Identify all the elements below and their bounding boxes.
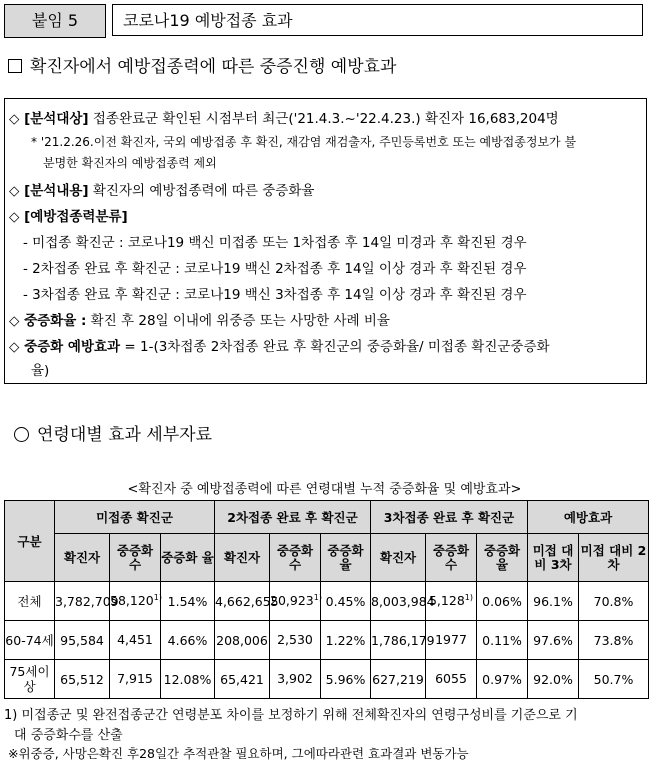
footnote-2: ※위중증, 사망은확진 후28일간 추적관찰 필요하며, 그에따라관련 효과결과 변동가능 [8,746,469,761]
cell-severe-rate: 4.66% [161,621,215,660]
header-3dose: 3차접종 완료 후 확진군 [371,501,528,534]
cell-cases: 627,219 [371,660,426,699]
cell-severe-count: 1977 [426,621,477,660]
header-cases: 확진자 [215,534,270,582]
header-cases: 확진자 [371,534,426,582]
analysis-info-box [4,98,647,384]
cell-severe-count: 58,120$^{1)}$ [110,582,161,621]
row-label: 75세이상 [5,660,55,699]
prevention-effect-line2: 율) [31,363,50,379]
footnote-1-line1: 1) 미접종군 및 완전접종군간 연령분포 차이를 보정하기 위해 전체확진자의 연령구성비를 기준으로 기 [4,708,578,723]
cell-severe-rate: 0.06% [477,582,528,621]
cell-severe-rate: 0.45% [321,582,371,621]
row-label: 60-74세 [5,621,55,660]
exclusion-note-line1: * '21.2.26.이전 확진자, 국외 예방접종 후 확진, 재감염 재검출자, 주민등록번호 또는 예방접종정보가 불 [31,135,577,149]
cell-severe-count: 20,923$^{1)}$ [270,582,321,621]
header-effect: 예방효과 [528,501,649,534]
table-row [5,660,649,699]
cell-severe-rate: 0.11% [477,621,528,660]
cell-severe-rate: 5.96% [321,660,371,699]
header-group: 구분 [5,501,55,582]
table-row [5,582,649,621]
age-group-effect-table [4,500,649,699]
circle-bullet-icon [14,427,29,442]
cell-effect-vs2: 70.8% [579,582,649,621]
cell-cases: 3,782,709 [55,582,110,621]
header-severe-rate: 중증화 율 [321,534,371,582]
cell-cases: 4,662,655 [215,582,270,621]
header-2dose: 2차접종 완료 후 확진군 [215,501,371,534]
cell-effect-vs2: 73.8% [579,621,649,660]
cell-cases: 65,512 [55,660,110,699]
cell-severe-count: 5,128$^{1)}$ [426,582,477,621]
cell-effect-vs2: 50.7% [579,660,649,699]
square-bullet-icon [8,59,22,73]
section-heading-2 [14,420,212,445]
cell-severe-rate: 1.54% [161,582,215,621]
header-severe-count: 중증화 수 [270,534,321,582]
cell-severe-count: 3,902 [270,660,321,699]
cell-effect-vs3: 96.1% [528,582,579,621]
cell-severe-rate: 0.97% [477,660,528,699]
cell-cases: 1,786,179 [371,621,426,660]
header-severe-rate: 중증화 율 [477,534,528,582]
cell-cases: 95,584 [55,621,110,660]
class-2dose-line: - 2차접종 완료 후 확진군 : 코로나19 백신 2차접종 후 14일 이상 경과 후 확진된 경우 [23,261,527,277]
cell-cases: 208,006 [215,621,270,660]
cell-severe-count: 7,915 [110,660,161,699]
cell-cases: 8,003,984 [371,582,426,621]
header-vs-3dose: 미접 대비 3차 [528,534,579,582]
section-heading-1 [8,52,396,77]
page-header [4,4,645,38]
class-unvaccinated-line: - 미접종 확진군 : 코로나19 백신 미접종 또는 1차접종 후 14일 미경과 후 확진된 경우 [23,235,527,251]
row-label: 전체 [5,582,55,621]
header-vs-2dose: 미접 대비 2차 [579,534,649,582]
cell-severe-rate: 12.08% [161,660,215,699]
cell-effect-vs3: 92.0% [528,660,579,699]
header-severe-count: 중증화 수 [426,534,477,582]
severity-rate-line: ◇ 중증화율 : 확진 후 28일 이내에 위중증 또는 사망한 사례 비율 [9,313,390,329]
class-3dose-line: - 3차접종 완료 후 확진군 : 코로나19 백신 3차접종 후 14일 이상 경과 후 확진된 경우 [23,287,527,303]
cell-cases: 65,421 [215,660,270,699]
analysis-content-line: ◇ [분석내용] 확진자의 예방접종력에 따른 중증화율 [9,183,315,199]
header-cases: 확진자 [55,534,110,582]
footnote-1-line2: 대 중증화수를 산출 [14,728,123,743]
cell-effect-vs3: 97.6% [528,621,579,660]
cell-severe-count: 6055 [426,660,477,699]
analysis-target-line: ◇ [분석대상] 접종완료군 확인된 시점부터 최근('21.4.3.~'22.4.23.) 확진자 16,683,204명 [9,111,559,127]
header-severe-rate: 중증화 율 [161,534,215,582]
section-1-title: 확진자에서 예방접종력에 따른 중증진행 예방효과 [30,57,397,77]
table-caption: <확진자 중 예방접종력에 따른 연령대별 누적 중증화율 및 예방효과> [127,482,522,497]
table-row [5,621,649,660]
vax-classification-heading: ◇ [예방접종력분류] [9,209,128,225]
page-title: 코로나19 예방접종 효과 [112,4,643,36]
attachment-tag: 붙임 5 [4,4,106,38]
cell-severe-count: 4,451 [110,621,161,660]
section-2-title: 연령대별 효과 세부자료 [37,425,213,445]
prevention-effect-line: ◇ 중증화 예방효과 = 1-(3차접종 2차접종 완료 후 확진군의 중증화율/ 미접종 확진군중증화 [9,339,550,355]
header-severe-count: 중증화 수 [110,534,161,582]
cell-severe-rate: 1.22% [321,621,371,660]
exclusion-note-line2: 분명한 확진자의 예방접종력 제외 [43,156,217,170]
header-unvaccinated: 미접종 확진군 [55,501,215,534]
cell-severe-count: 2,530 [270,621,321,660]
